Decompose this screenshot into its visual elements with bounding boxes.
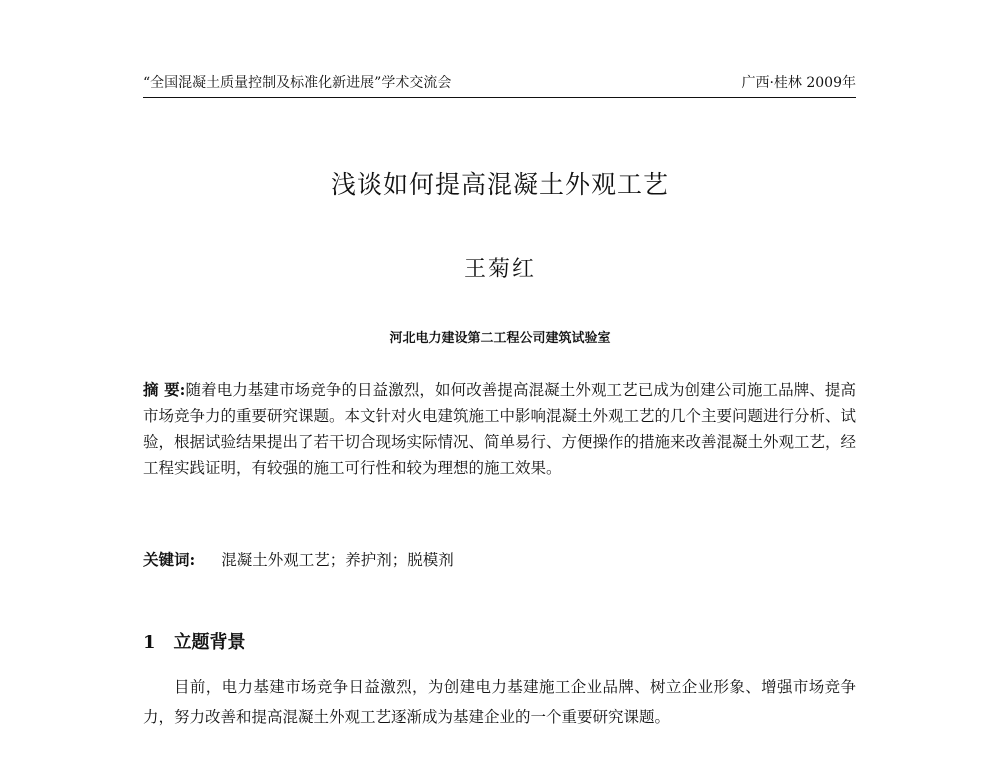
running-header — [143, 72, 856, 98]
author-name: 王菊红 — [463, 257, 536, 282]
section-paragraph: 目前，电力基建市场竞争日益激烈，为创建电力基建施工企业品牌、树立企业形象、增强市场竞争力，努力改善和提高混凝土外观工艺逐渐成为基建企业的一个重要研究课题。 — [143, 678, 856, 726]
keywords — [143, 548, 856, 570]
paper-title: 浅谈如何提高混凝土外观工艺 — [330, 170, 669, 199]
section-heading — [143, 628, 246, 654]
abstract-label: 摘 要: — [143, 380, 186, 399]
author-affiliation: 河北电力建设第二工程公司建筑试验室 — [389, 331, 611, 346]
header-conference: “全国混凝土质量控制及标准化新进展”学术交流会 — [143, 75, 452, 91]
header-location-year: 广西·桂林 2009年 — [741, 75, 856, 91]
abstract-text: 随着电力基建市场竞争的日益激烈，如何改善提高混凝土外观工艺已成为创建公司施工品牌、提高市场竞争力的重要研究课题。本文针对火电建筑施工中影响混凝土外观工艺的几个主要问题进行分析、试验，根据试验结果提出了若干切合现场实际情况、简单易行、方便操作的措施来改善混凝土外观工艺，经工程实践证明，有较强的施工可行性和较为理想的施工效果。 — [143, 381, 857, 477]
keywords-label: 关键词: — [143, 550, 196, 569]
abstract — [143, 377, 856, 481]
section-title-text: 立题背景 — [173, 632, 246, 653]
section-number: 1 — [143, 632, 156, 653]
keywords-text: 混凝土外观工艺；养护剂；脱模剂 — [221, 551, 454, 569]
